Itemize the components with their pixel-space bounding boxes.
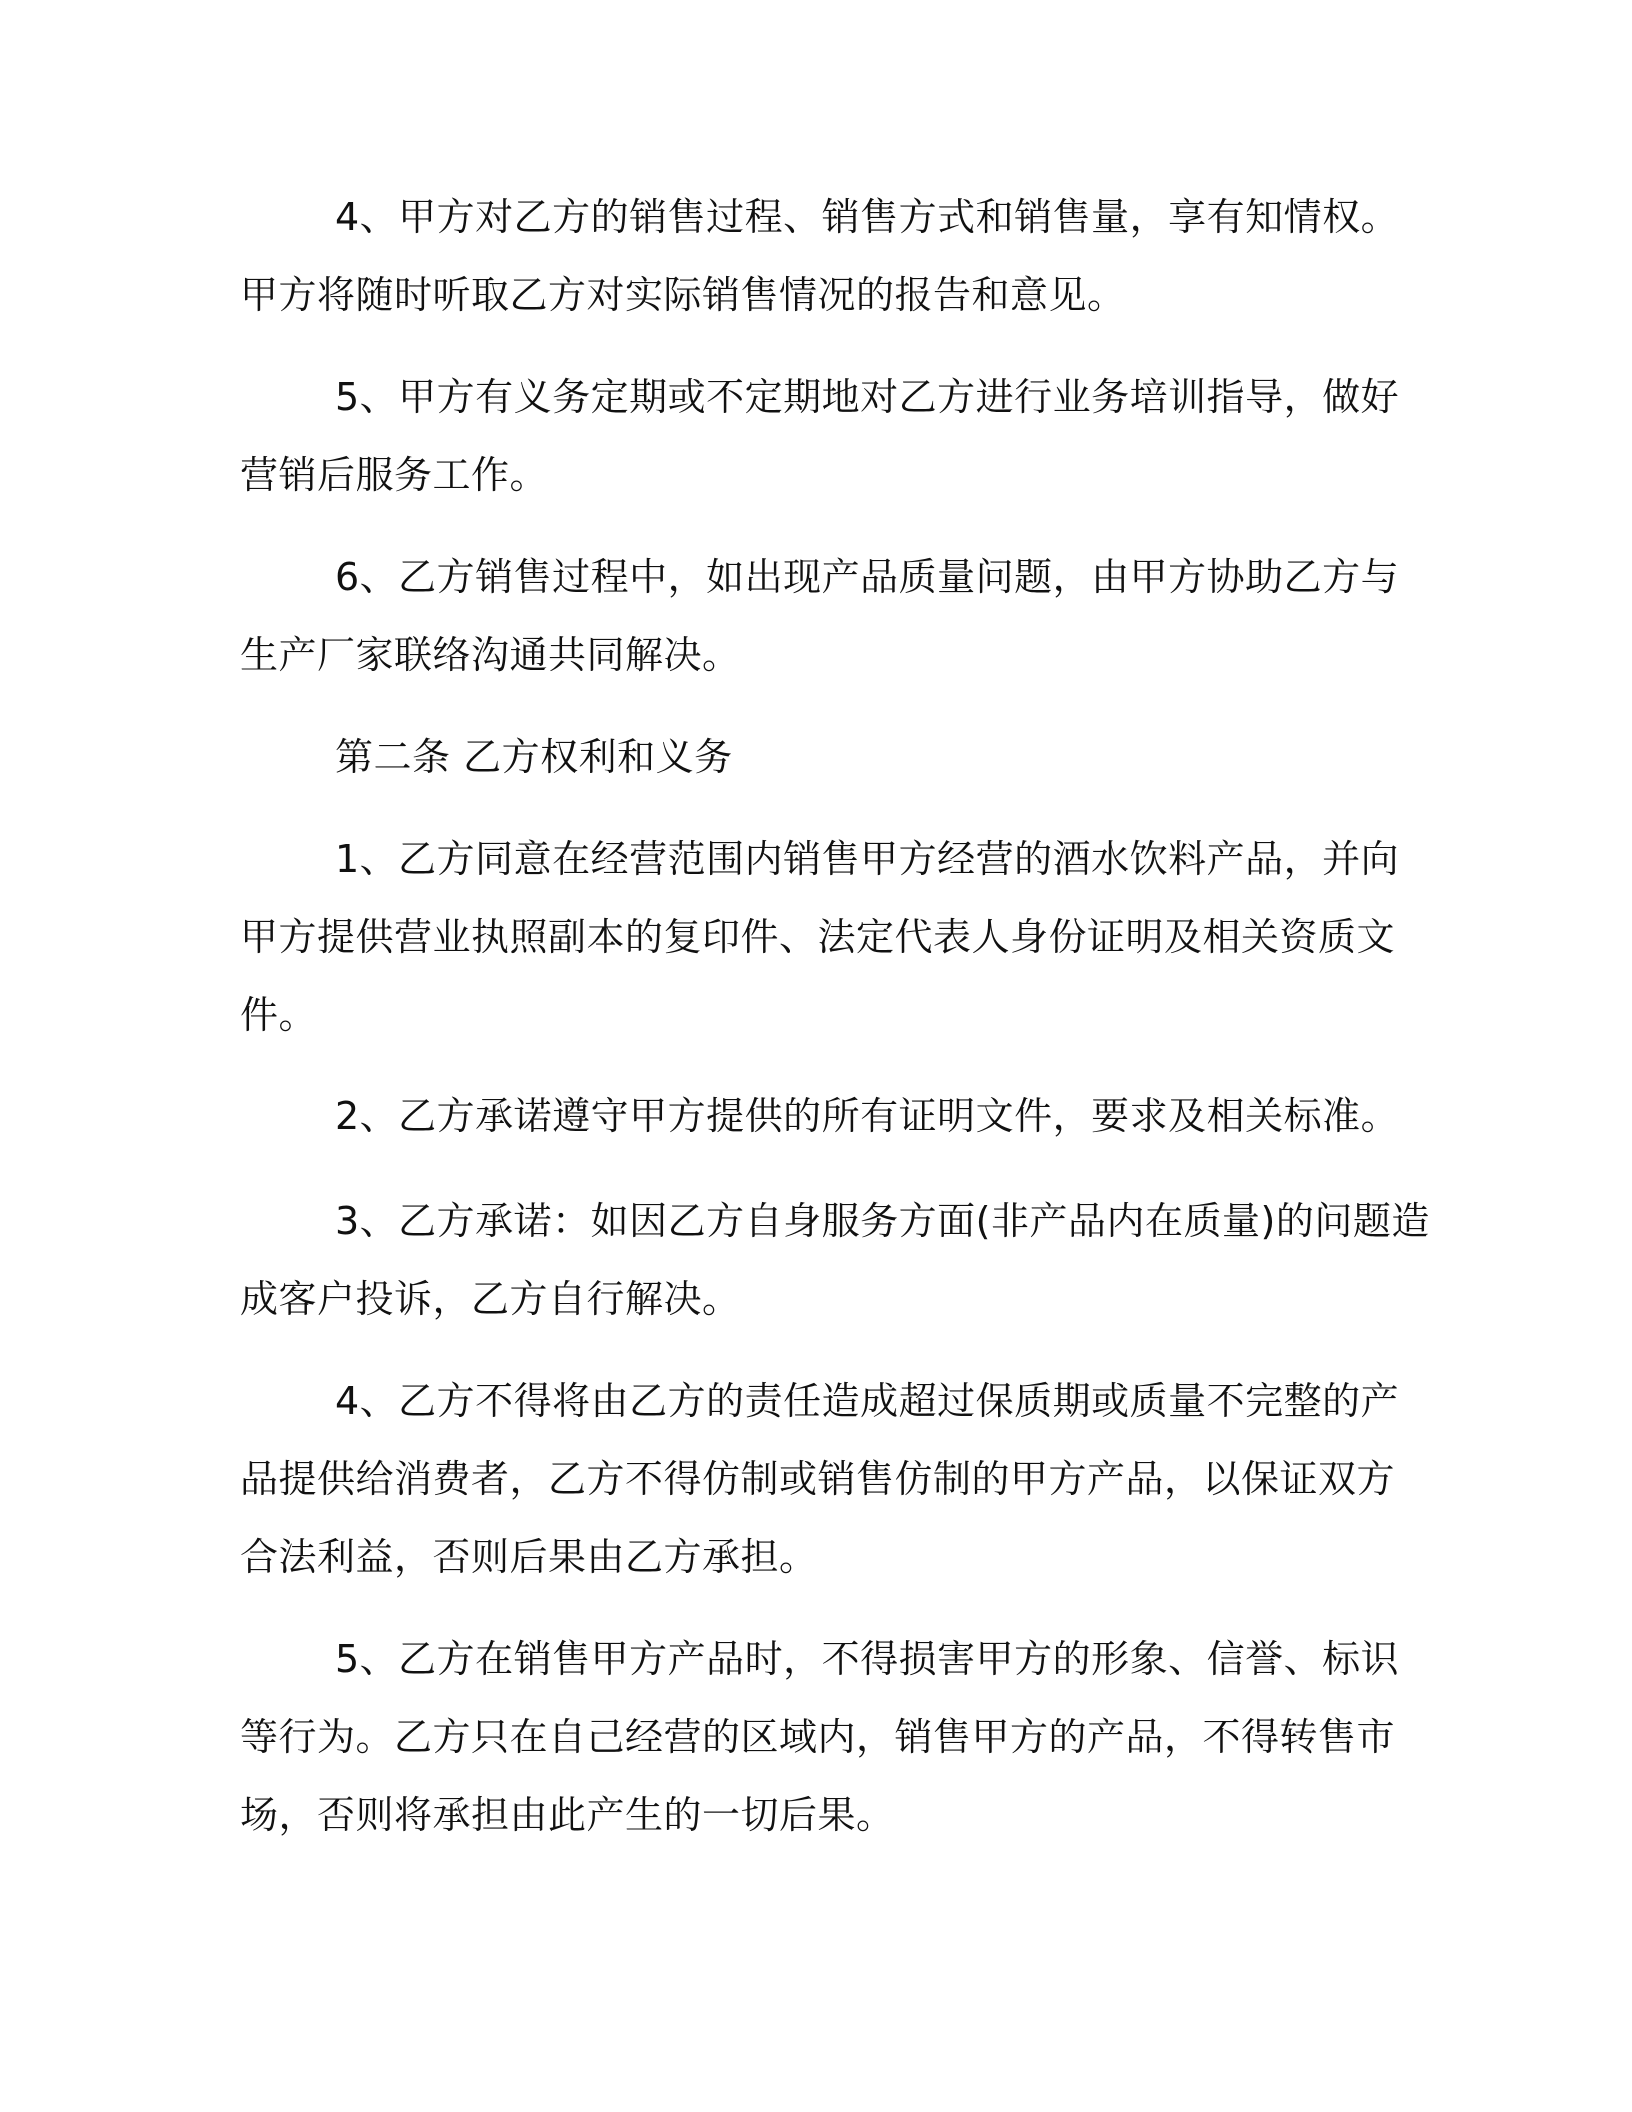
paragraph-party-b-clause-1 [240,820,1410,1054]
paragraph-line: 4、甲方对乙方的销售过程、销售方式和销售量，享有知情权。 [335,195,1400,239]
paragraph-line: 成客户投诉，乙方自行解决。 [240,1277,741,1321]
paragraph-line: 甲方将随时听取乙方对实际销售情况的报告和意见。 [240,273,1126,317]
paragraph-line: 4、乙方不得将由乙方的责任造成超过保质期或质量不完整的产 [335,1379,1400,1423]
paragraph-party-a-clause-6 [240,538,1410,694]
paragraph-party-a-clause-4 [240,178,1410,334]
paragraph-line: 甲方提供营业执照副本的复印件、法定代表人身份证明及相关资质文 [240,915,1396,959]
paragraph-line: 生产厂家联络沟通共同解决。 [240,633,741,677]
paragraph-party-a-clause-5 [240,358,1410,514]
paragraph-party-b-clause-3 [240,1182,1430,1338]
paragraph-party-b-clause-4 [240,1362,1410,1596]
paragraph-line: 1、乙方同意在经营范围内销售甲方经营的酒水饮料产品，并向 [335,837,1400,881]
paragraph-line: 5、乙方在销售甲方产品时，不得损害甲方的形象、信誉、标识 [335,1637,1400,1681]
paragraph-line: 品提供给消费者，乙方不得仿制或销售仿制的甲方产品，以保证双方 [240,1457,1396,1501]
paragraph-line: 等行为。乙方只在自己经营的区域内，销售甲方的产品，不得转售市 [240,1715,1396,1759]
paragraph-line: 营销后服务工作。 [240,453,549,497]
section-heading: 第二条 乙方权利和义务 [335,735,733,779]
paragraph-line: 3、乙方承诺：如因乙方自身服务方面(非产品内在质量)的问题造 [335,1199,1430,1243]
paragraph-party-b-clause-2 [240,1077,1410,1155]
paragraph-line: 5、甲方有义务定期或不定期地对乙方进行业务培训指导，做好 [335,375,1400,419]
paragraph-line: 2、乙方承诺遵守甲方提供的所有证明文件，要求及相关标准。 [335,1094,1400,1138]
paragraph-line: 6、乙方销售过程中，如出现产品质量问题，由甲方协助乙方与 [335,555,1400,599]
paragraph-line: 件。 [240,993,318,1037]
paragraph-line: 场，否则将承担由此产生的一切后果。 [240,1793,895,1837]
paragraph-line: 合法利益，否则后果由乙方承担。 [240,1535,818,1579]
paragraph-party-b-clause-5 [240,1620,1410,1854]
